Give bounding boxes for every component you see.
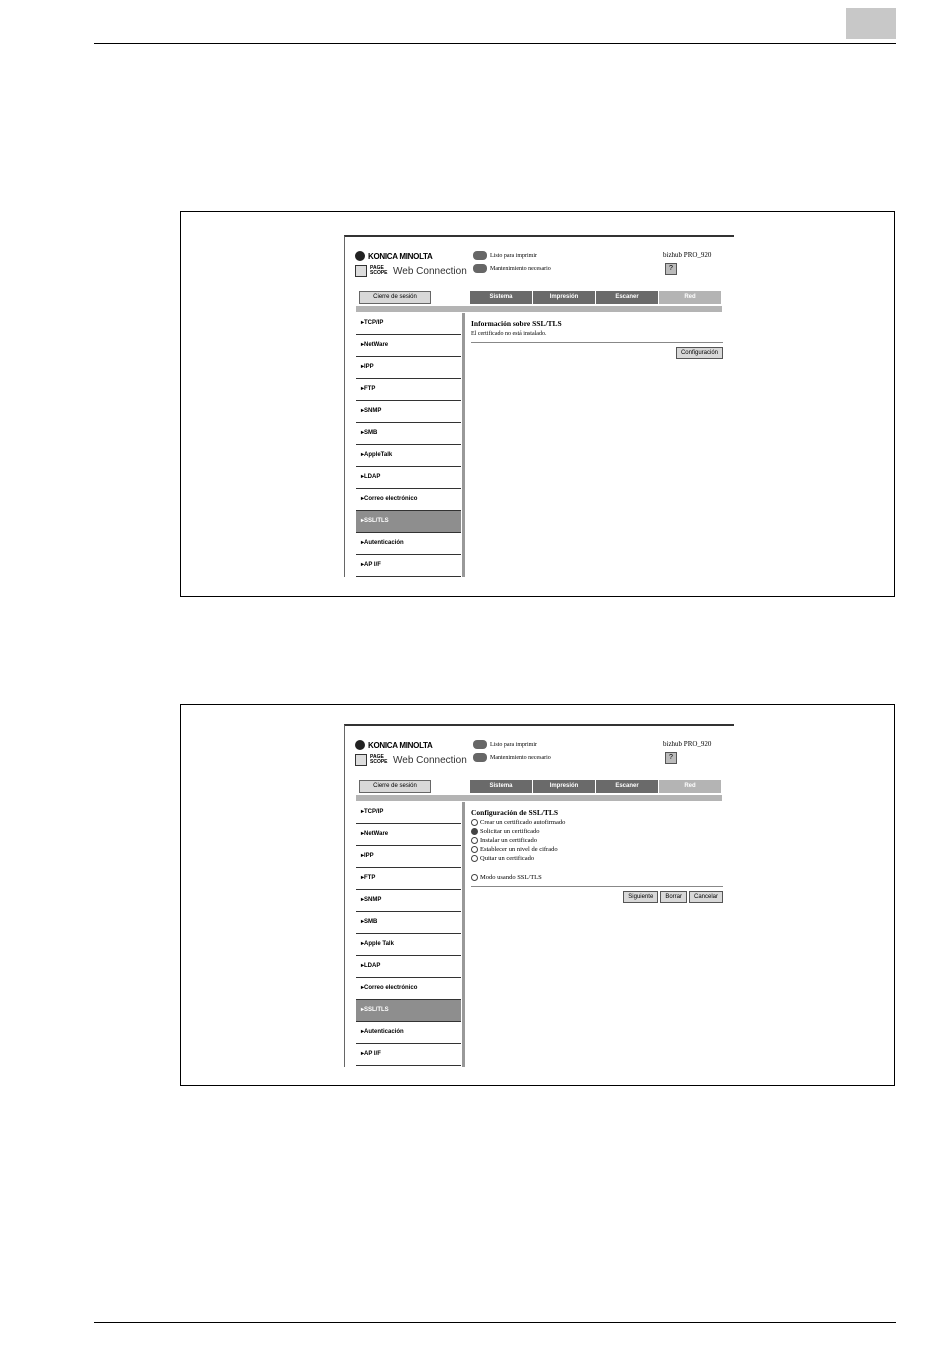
tab-impresion[interactable]: Impresión: [533, 780, 595, 793]
product-name: Web Connection: [393, 265, 467, 277]
main-tabs: [470, 291, 722, 304]
help-button[interactable]: ?: [665, 752, 677, 764]
sidebar-divider: [462, 313, 465, 577]
tab-escaner[interactable]: Escaner: [596, 291, 658, 304]
sidebar-item-appletalk[interactable]: ▸AppleTalk: [356, 445, 461, 467]
sidebar-item-tcpip[interactable]: ▸TCP/IP: [356, 313, 461, 335]
option-remove-certificate[interactable]: Quitar un certificado: [471, 855, 723, 862]
sidebar-item-snmp[interactable]: ▸SNMP: [356, 890, 461, 912]
tab-red[interactable]: Red: [659, 780, 721, 793]
sidebar-item-email[interactable]: ▸Correo electrónico: [356, 489, 461, 511]
tab-sistema[interactable]: Sistema: [470, 780, 532, 793]
option-encryption-level[interactable]: Establecer un nivel de cifrado: [471, 846, 723, 853]
main-tabs: [470, 780, 722, 793]
option-request-certificate[interactable]: Solicitar un certificado: [471, 828, 723, 835]
product-small-text: PAGE SCOPE: [370, 754, 388, 765]
next-button[interactable]: Siguiente: [623, 891, 658, 903]
figure-ssl-info: [180, 211, 895, 597]
option-ssl-mode[interactable]: Modo usando SSL/TLS: [471, 874, 723, 881]
figure-ssl-config: [180, 704, 895, 1086]
sidebar-item-apif[interactable]: ▸AP I/F: [356, 1044, 461, 1066]
content-ssl-config: [471, 808, 723, 903]
logout-button[interactable]: Cierre de sesión: [359, 780, 431, 793]
header-rule: [94, 43, 896, 44]
sidebar-item-ldap[interactable]: ▸LDAP: [356, 467, 461, 489]
status-ready: Listo para imprimir: [473, 740, 537, 749]
option-install-certificate[interactable]: Instalar un certificado: [471, 837, 723, 844]
radio-icon[interactable]: [471, 846, 478, 853]
content-divider: [471, 886, 723, 887]
status-maintenance: Mantenimiento necesario: [473, 753, 551, 762]
certificate-status: El certificado no está instalado.: [471, 331, 547, 337]
screenshot-ssl-config: [344, 724, 734, 1067]
sidebar-item-ipp[interactable]: ▸IPP: [356, 357, 461, 379]
clear-button[interactable]: Borrar: [660, 891, 687, 903]
tab-strip: [356, 306, 722, 312]
status-maintenance: Mantenimiento necesario: [473, 264, 551, 273]
option-create-self-signed[interactable]: Crear un certificado autofirmado: [471, 819, 723, 826]
maintenance-icon: [473, 264, 487, 273]
footer-rule: [94, 1322, 896, 1323]
help-button[interactable]: ?: [665, 263, 677, 275]
sidebar-item-autenticacion[interactable]: ▸Autenticación: [356, 1022, 461, 1044]
status-ready: Listo para imprimir: [473, 251, 537, 260]
printer-icon: [473, 251, 487, 260]
konica-logo-icon: [355, 740, 365, 750]
tab-strip: [356, 795, 722, 801]
product-logo: [355, 265, 467, 277]
tab-sistema[interactable]: Sistema: [470, 291, 532, 304]
page-tab: [846, 8, 896, 39]
sidebar-item-smb[interactable]: ▸SMB: [356, 423, 461, 445]
sidebar: [356, 802, 461, 1066]
sidebar: [356, 313, 461, 577]
sidebar-item-ssltls[interactable]: ▸SSL/TLS: [356, 1000, 461, 1022]
content-ssl-info: [471, 319, 723, 359]
radio-icon[interactable]: [471, 855, 478, 862]
product-name: Web Connection: [393, 754, 467, 766]
sidebar-item-netware[interactable]: ▸NetWare: [356, 824, 461, 846]
sidebar-item-smb[interactable]: ▸SMB: [356, 912, 461, 934]
brand-name: KONICA MINOLTA: [368, 251, 433, 261]
brand-name: KONICA MINOLTA: [368, 740, 433, 750]
brand-logo: [355, 740, 433, 750]
configuration-button[interactable]: Configuración: [676, 347, 723, 359]
content-title: Información sobre SSL/TLS: [471, 319, 562, 328]
tab-escaner[interactable]: Escaner: [596, 780, 658, 793]
device-model: bizhub PRO_920: [663, 740, 712, 748]
content-title: Configuración de SSL/TLS: [471, 808, 559, 817]
sidebar-item-snmp[interactable]: ▸SNMP: [356, 401, 461, 423]
pagescope-icon: [355, 265, 367, 277]
sidebar-item-autenticacion[interactable]: ▸Autenticación: [356, 533, 461, 555]
device-model: bizhub PRO_920: [663, 251, 712, 259]
konica-logo-icon: [355, 251, 365, 261]
sidebar-item-appletalk[interactable]: ▸Apple Talk: [356, 934, 461, 956]
button-row: [471, 891, 723, 903]
content-divider: [471, 342, 723, 343]
sidebar-item-email[interactable]: ▸Correo electrónico: [356, 978, 461, 1000]
radio-icon[interactable]: [471, 837, 478, 844]
sidebar-item-ftp[interactable]: ▸FTP: [356, 379, 461, 401]
tab-impresion[interactable]: Impresión: [533, 291, 595, 304]
sidebar-item-apif[interactable]: ▸AP I/F: [356, 555, 461, 577]
sidebar-item-ftp[interactable]: ▸FTP: [356, 868, 461, 890]
sidebar-item-ipp[interactable]: ▸IPP: [356, 846, 461, 868]
warning-icon: [473, 753, 487, 762]
pagescope-icon: [355, 754, 367, 766]
radio-icon[interactable]: [471, 874, 478, 881]
logout-button[interactable]: Cierre de sesión: [359, 291, 431, 304]
radio-icon[interactable]: [471, 828, 478, 835]
screenshot-ssl-info: [344, 235, 734, 577]
radio-icon[interactable]: [471, 819, 478, 826]
printer-icon: [473, 740, 487, 749]
tab-red[interactable]: Red: [659, 291, 721, 304]
sidebar-item-ldap[interactable]: ▸LDAP: [356, 956, 461, 978]
product-logo: [355, 754, 467, 766]
sidebar-item-netware[interactable]: ▸NetWare: [356, 335, 461, 357]
button-row: [471, 347, 723, 359]
sidebar-item-tcpip[interactable]: ▸TCP/IP: [356, 802, 461, 824]
cancel-button[interactable]: Cancelar: [689, 891, 723, 903]
sidebar-divider: [462, 802, 465, 1067]
sidebar-item-ssltls[interactable]: ▸SSL/TLS: [356, 511, 461, 533]
brand-logo: [355, 251, 433, 261]
product-small-text: PAGE SCOPE: [370, 265, 388, 276]
